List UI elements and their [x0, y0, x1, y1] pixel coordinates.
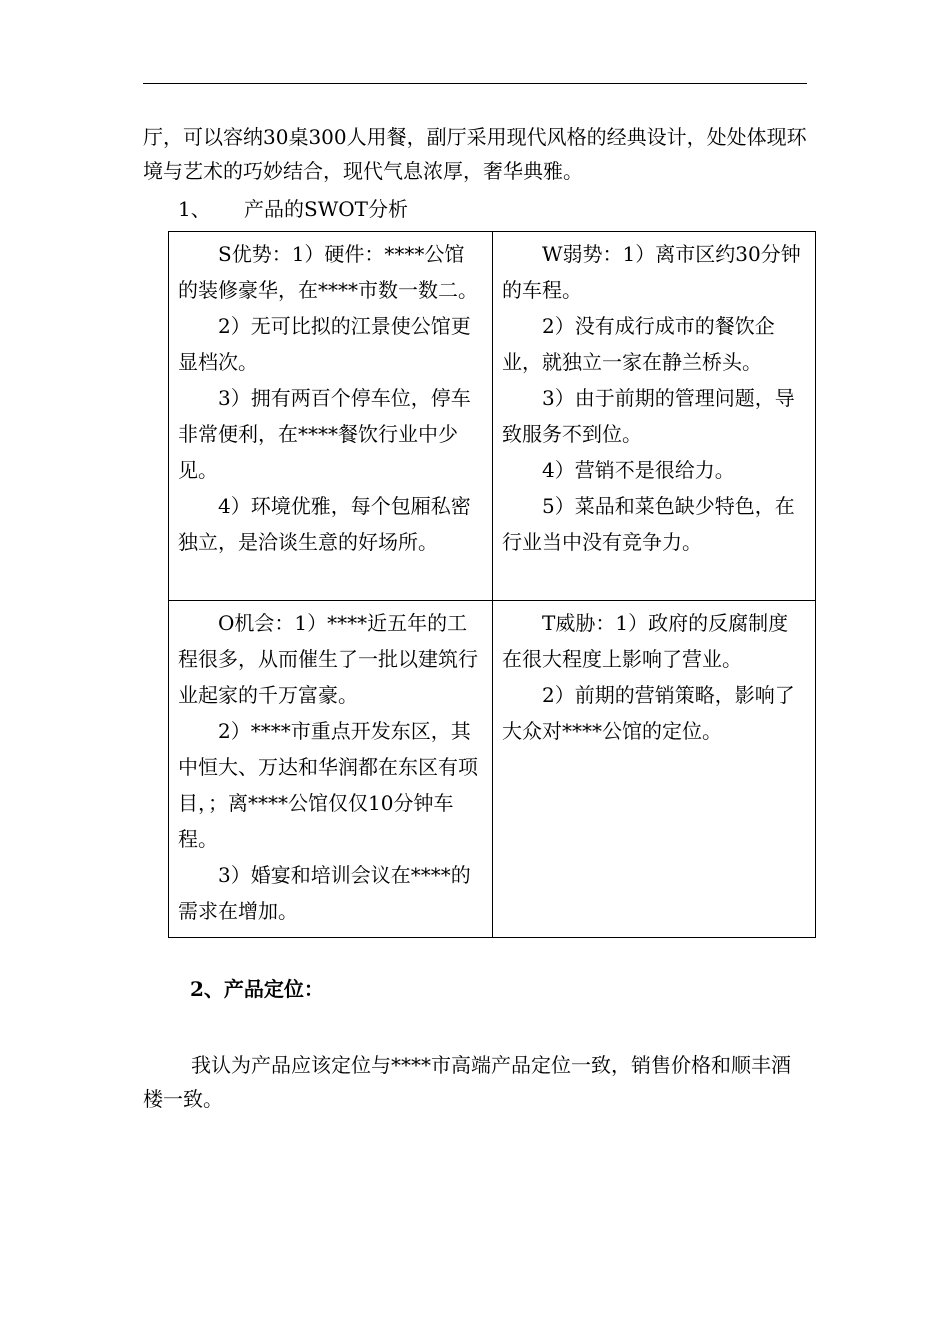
- section-1-heading: [178, 192, 408, 226]
- strength-item-4: 4）环境优雅，每个包厢私密独立，是洽谈生意的好场所。: [178, 494, 471, 554]
- swot-table: [168, 231, 816, 938]
- conclusion-paragraph: 我认为产品应该定位与****市高端产品定位一致，销售价格和顺丰酒楼一致。: [143, 1053, 791, 1111]
- weakness-item-4: 4）营销不是很给力。: [542, 458, 735, 482]
- weakness-item-1: W弱势：1）离市区约30分钟的车程。: [502, 242, 801, 302]
- section-1-number: 1、: [178, 197, 211, 221]
- opportunity-item-2: 2）****市重点开发东区，其中恒大、万达和华润都在东区有项目，；离****公馆仅仅10分钟车程。: [178, 719, 478, 851]
- swot-row-ot: [169, 601, 816, 938]
- strength-item-1: S优势：1）硬件：****公馆的装修豪华，在****市数一数二。: [178, 242, 478, 302]
- weakness-item-2: 2）没有成行成市的餐饮企业，就独立一家在静兰桥头。: [502, 314, 775, 374]
- strengths-cell: [169, 232, 493, 601]
- weaknesses-cell: [493, 232, 816, 601]
- section-1-title: 产品的SWOT分析: [244, 197, 408, 221]
- opportunity-item-3: 3）婚宴和培训会议在****的需求在增加。: [178, 863, 471, 923]
- opportunities-cell: [169, 601, 493, 938]
- threat-item-1: T威胁：1）政府的反腐制度在很大程度上影响了营业。: [502, 611, 789, 671]
- strength-item-3: 3）拥有两百个停车位，停车非常便利，在****餐饮行业中少见。: [178, 386, 471, 482]
- threats-cell: [493, 601, 816, 938]
- intro-paragraph: 厅，可以容纳30桌300人用餐，副厅采用现代风格的经典设计，处处体现环境与艺术的巧妙结合，现代气息浓厚，奢华典雅。: [143, 125, 807, 183]
- strength-item-2: 2）无可比拟的江景使公馆更显档次。: [178, 314, 471, 374]
- weakness-item-5: 5）菜品和菜色缺少特色，在行业当中没有竞争力。: [502, 494, 795, 554]
- opportunity-item-1: O机会：1）****近五年的工程很多，从而催生了一批以建筑行业起家的千万富豪。: [178, 611, 478, 707]
- threat-item-2: 2）前期的营销策略，影响了大众对****公馆的定位。: [502, 683, 795, 743]
- section-2-heading: 2、产品定位：: [190, 977, 324, 1001]
- swot-row-sw: [169, 232, 816, 601]
- header-rule: [143, 83, 807, 84]
- weakness-item-3: 3）由于前期的管理问题，导致服务不到位。: [502, 386, 795, 446]
